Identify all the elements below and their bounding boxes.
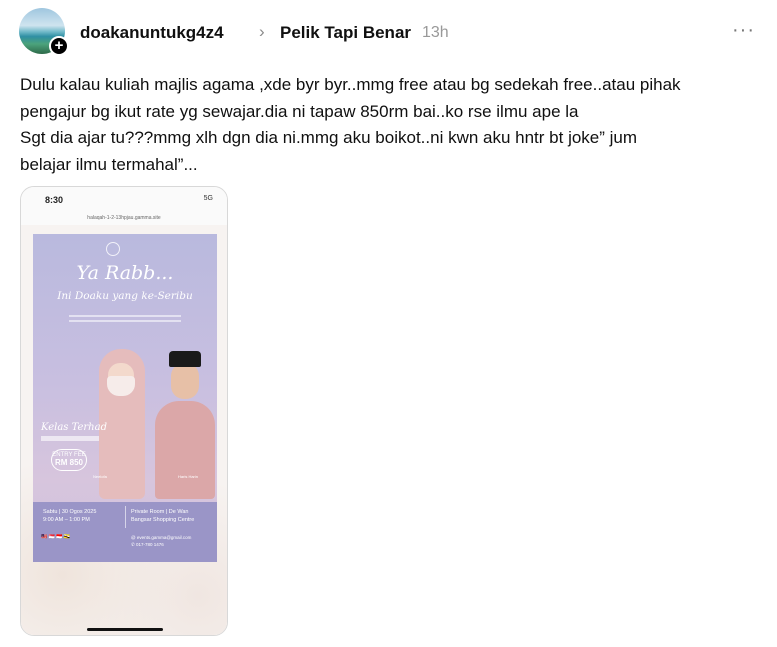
poster-kelas-label: Kelas Terhad: [41, 422, 107, 433]
event-hours: 9:00 AM – 1:00 PM: [43, 517, 90, 523]
poster-title: Ya Rabb...: [76, 262, 174, 284]
post-body-text: [20, 72, 760, 178]
post-header: [19, 8, 759, 58]
currency-flags: 🇲🇾 🇸🇬 🇮🇩 🇧🇳: [41, 534, 71, 540]
post-text-line: belajar ilmu termahal”...: [20, 154, 198, 174]
price-badge: [51, 449, 87, 471]
info-divider: [125, 506, 126, 528]
contact-phone: ✆ 017-780 1476: [131, 542, 164, 547]
venue-line: Bangsar Shopping Centre: [131, 517, 195, 523]
avatar[interactable]: [19, 8, 67, 56]
post-text-line: pengajur bg ikut rate yg sewajar.dia ni tapaw 850rm bai..ko rse ilmu ape la: [20, 101, 579, 121]
price-label: ENTRY FEE: [52, 452, 86, 458]
community-link[interactable]: Pelik Tapi Benar: [280, 23, 412, 42]
chevron-right-icon: ›: [259, 22, 265, 41]
post-timestamp: 13h: [422, 24, 449, 41]
poster-subtitle: Ini Doaku yang ke-Seribu: [57, 290, 193, 302]
event-date-block: [43, 508, 96, 524]
venue-line: Private Room | De Wan: [131, 509, 189, 515]
event-info-band: [33, 502, 217, 562]
username-link[interactable]: doakanuntukg4z4: [80, 23, 224, 42]
more-options-icon[interactable]: ···: [732, 19, 755, 41]
speaker-name-right: Haris Harin: [178, 474, 199, 479]
post-text-line: Sgt dia ajar tu???mmg xlh dgn dia ni.mmg aku boikot..ni kwn aku hntr bt joke” jum: [20, 128, 638, 147]
poster-logo-icon: [106, 242, 120, 256]
event-venue-block: [131, 508, 194, 524]
browser-url: halaqah-1-2-13hpjau.gamma.site: [21, 215, 227, 225]
status-network: 5G: [203, 195, 213, 202]
post-text-line: Dulu kalau kuliah majlis agama ,xde byr byr..mmg free atau bg sedekah free..atau pihak: [20, 75, 681, 94]
phone-status-bar: [21, 187, 227, 215]
poster-description-lines: [63, 312, 187, 326]
event-date: Sabtu | 30 Ogos 2025: [43, 509, 97, 515]
poster-kelas-sub: [41, 436, 99, 441]
status-time: 8:30: [45, 195, 64, 205]
price-value: RM 850: [54, 458, 83, 467]
image-attachment[interactable]: [20, 186, 228, 636]
contact-email: @ events.gamma@gmail.com: [131, 535, 192, 540]
follow-plus-icon[interactable]: +: [49, 36, 69, 56]
speaker-name-left: Neelofa: [93, 474, 107, 479]
event-poster: [33, 234, 217, 562]
home-indicator: [87, 628, 163, 631]
event-contact: [131, 534, 191, 548]
